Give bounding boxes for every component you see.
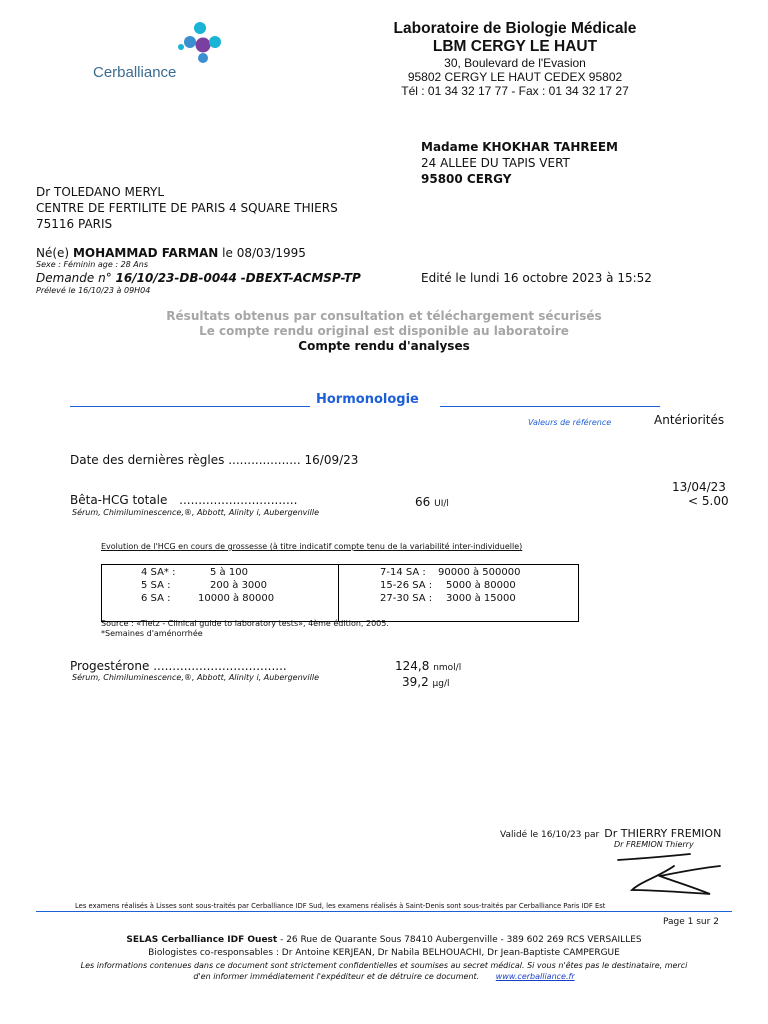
patient-sex-age: Sexe : Féminin age : 28 Ans [36, 260, 148, 269]
doctor-address1: CENTRE DE FERTILITE DE PARIS 4 SQUARE THIERS [36, 201, 338, 215]
footer-subcontract: Les examens réalisés à Lisses sont sous-traités par Cerballiance IDF Sud, les examens réalisés à Saint-Denis sont sous-traités par Cerballiance Paris IDF Est [75, 902, 606, 910]
request-line [36, 271, 361, 285]
hcg-table-source: Source : «Tietz - Clinical guide to laboratory tests», 4ème édition, 2005. [101, 619, 389, 628]
hcg-right-range-2: 3000 à 15000 [446, 593, 516, 604]
progesterone-label-row [70, 659, 287, 673]
section-rule-left [70, 406, 310, 407]
progesterone-unit2: µg/l [432, 679, 450, 689]
validation-text: Validé le 16/10/23 par [500, 830, 600, 840]
hcg-table-divider [338, 564, 339, 621]
last-period-dots: ................... [228, 453, 301, 467]
lab-name: LBM CERGY LE HAUT [432, 38, 598, 55]
progesterone-dots: ................................... [153, 659, 287, 673]
hcg-right-sa-2: 27-30 SA : [380, 593, 433, 604]
signature-caption: Dr FREMION Thierry [614, 840, 694, 849]
section-title: Hormonologie [316, 392, 419, 407]
footer-rule [36, 911, 732, 912]
footer-biologists: Biologistes co-responsables : Dr Antoine KERJEAN, Dr Nabila BELHOUACHI, Dr Jean-Baptiste CAMPERGUE [148, 948, 620, 958]
lab-title: Laboratoire de Biologie Médicale [393, 20, 637, 37]
hcg-right-sa-1: 15-26 SA : [380, 580, 433, 591]
hcg-left-range-0: 5 à 100 [210, 567, 248, 578]
logo-mark-icon [170, 18, 240, 66]
doctor-name: Dr TOLEDANO MERYL [36, 185, 165, 199]
hcg-left-range-2: 10000 à 80000 [198, 593, 275, 604]
beta-hcg-method: Sérum, Chimiluminescence,®, Abbott, Alinity i, Aubergenville [72, 508, 319, 517]
patient-dob: le 08/03/1995 [222, 246, 306, 260]
footer-confidential2: d'en informer immédiatement l'expéditeur et de détruire ce document. [193, 972, 480, 981]
history-label: Antériorités [654, 413, 725, 427]
validation-biologist: Dr THIERRY FREMION [604, 827, 722, 840]
reference-values-label: Valeurs de référence [528, 418, 612, 427]
hcg-right-sa-0: 7-14 SA : [380, 567, 426, 578]
progesterone-method: Sérum, Chimiluminescence,®, Abbott, Alinity i, Aubergenville [72, 673, 319, 682]
notice-line1: Résultats obtenus par consultation et téléchargement sécurisés [166, 309, 602, 323]
notice-line2: Le compte rendu original est disponible au laboratoire [199, 324, 569, 338]
beta-hcg-unit: UI/l [434, 499, 449, 509]
recipient-address2: 95800 CERGY [421, 172, 512, 186]
request-suffix: -DBEXT-ACMSP-TP [240, 271, 361, 285]
footer-company-line [0, 935, 768, 945]
cerballiance-logo [88, 18, 238, 86]
footer-website-link[interactable]: www.cerballiance.fr [495, 972, 575, 981]
doctor-address2: 75116 PARIS [36, 217, 113, 231]
beta-hcg-label: Bêta-HCG totale [70, 493, 168, 507]
patient-born-label: Né(e) [36, 246, 70, 260]
lab-address-line2: 95802 CERGY LE HAUT CEDEX 95802 [407, 70, 623, 84]
logo-text: Cerballiance [93, 64, 177, 81]
progesterone-result-2 [402, 675, 450, 689]
last-period-label: Date des dernières règles [70, 453, 225, 467]
progesterone-result-1 [395, 659, 461, 673]
hcg-table-footnote: *Semaines d'aménorrhée [101, 629, 203, 638]
hcg-right-range-1: 5000 à 80000 [446, 580, 516, 591]
hcg-left-range-1: 200 à 3000 [210, 580, 268, 591]
report-title: Compte rendu d'analyses [298, 339, 470, 353]
progesterone-value1: 124,8 [395, 659, 430, 673]
sampled-date: Prélevé le 16/10/23 à 09H04 [36, 286, 151, 295]
beta-hcg-result [415, 495, 449, 509]
request-id: 16/10/23-DB-0044 [115, 271, 237, 285]
validation-line [500, 822, 721, 841]
progesterone-value2: 39,2 [402, 675, 429, 689]
footer-company-rest: - 26 Rue de Quarante Sous 78410 Aubergenville - 389 602 269 RCS VERSAILLES [277, 935, 642, 945]
footer-confidential-line2 [0, 972, 768, 981]
progesterone-label: Progestérone [70, 659, 150, 673]
beta-hcg-prior-date: 13/04/23 [672, 480, 726, 494]
lab-address-line1: 30, Boulevard de l'Evasion [444, 56, 586, 70]
patient-name: MOHAMMAD FARMAN [72, 246, 219, 260]
beta-hcg-prior-value: < 5.00 [688, 494, 729, 508]
edited-date: Edité le lundi 16 octobre 2023 à 15:52 [421, 271, 652, 285]
progesterone-unit1: nmol/l [433, 663, 462, 673]
hcg-left-sa-1: 5 SA : [141, 580, 171, 591]
hcg-table-title: Evolution de l'HCG en cours de grossesse (à titre indicatif compte tenu de la variabilité inter-individuelle) [101, 542, 523, 551]
signature-icon [610, 846, 730, 898]
hcg-right-range-0: 90000 à 500000 [438, 567, 521, 578]
patient-line [36, 246, 306, 260]
footer-company: SELAS Cerballiance IDF Ouest [126, 935, 278, 945]
hcg-left-sa-2: 6 SA : [141, 593, 171, 604]
recipient-name-line [421, 140, 618, 154]
recipient-name: KHOKHAR TAHREEM [482, 140, 618, 154]
last-period-value: 16/09/23 [304, 453, 359, 467]
hcg-left-sa-0: 4 SA* : [141, 567, 176, 578]
request-label: Demande n° [36, 271, 112, 285]
section-rule-right [440, 406, 660, 407]
lab-phone-fax: Tél : 01 34 32 17 77 - Fax : 01 34 32 17 27 [401, 84, 629, 98]
beta-hcg-label-row [70, 493, 297, 507]
last-period-row [70, 453, 358, 467]
recipient-title: Madame [421, 140, 479, 154]
footer-page-number: Page 1 sur 2 [663, 917, 719, 927]
beta-hcg-dots: ............................... [179, 493, 298, 507]
footer-confidential-line1: Les informations contenues dans ce document sont strictement confidentielles et soumises au secret médical. Si vous n'êtes pas le destinataire, merci [80, 961, 688, 970]
beta-hcg-value: 66 [415, 495, 431, 509]
recipient-address1: 24 ALLEE DU TAPIS VERT [421, 156, 570, 170]
